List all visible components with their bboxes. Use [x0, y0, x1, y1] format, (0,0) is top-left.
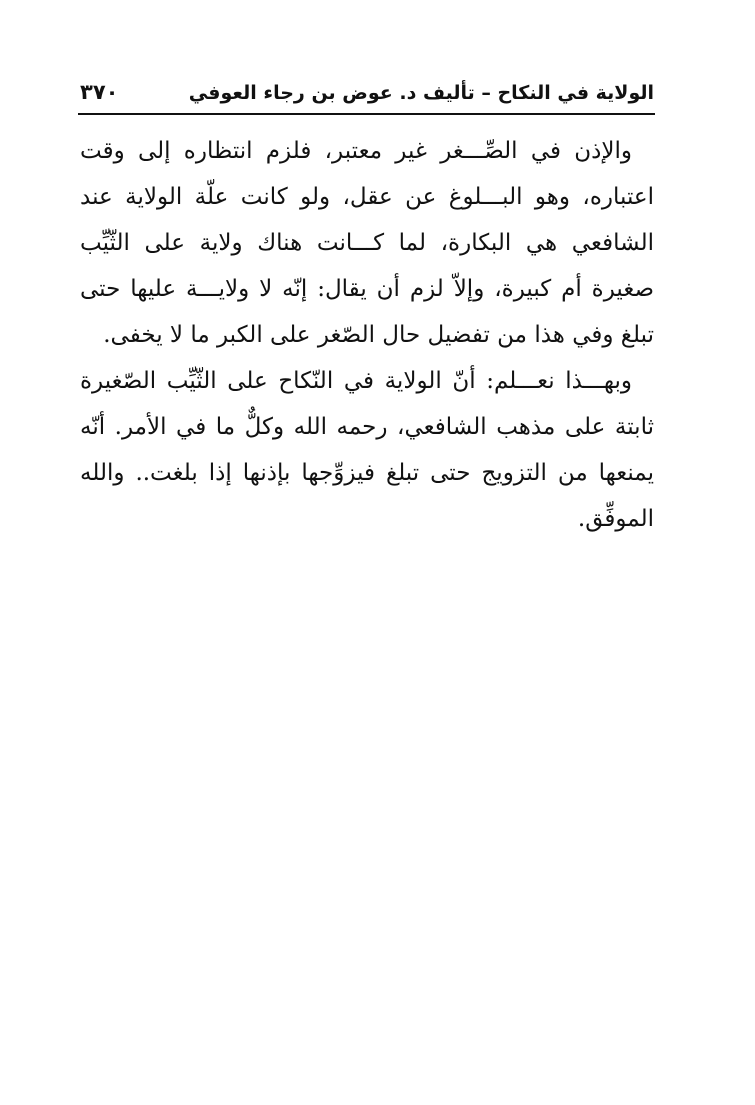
- running-title: الولاية في النكاح – تأليف د. عوض بن رجاء العوفي: [188, 82, 654, 104]
- header-divider: [78, 113, 655, 115]
- page-header: [80, 78, 654, 112]
- page-number: ٣٧٠: [80, 80, 119, 104]
- paragraph: والإذن في الصِّـــغر غير معتبر، فلزم انتظاره إلى وقت اعتباره، وهو البـــلوغ عن عقل، ولو كانت علّة الولاية عند الشافعي هي البكارة، لما كـــانت هناك ولاية على الثّيِّب صغيرة أم كبيرة، وإلاّ لزم أن يقال: إنّه لا ولايـــة عليها حتى تبلغ وفي هذا من تفضيل حال الصّغر على الكبر ما لا يخفى.: [80, 138, 654, 348]
- body-text: [80, 128, 654, 542]
- paragraph: وبهـــذا نعـــلم: أنّ الولاية في النّكاح على الثّيِّب الصّغيرة ثابتة على مذهب الشافعي، رحمه الله وكلٌّ ما في الأمر. أنّه يمنعها من التزويج حتى تبلغ فيزوِّجها بإذنها إذا بلغت.. والله الموفِّق.: [80, 368, 654, 532]
